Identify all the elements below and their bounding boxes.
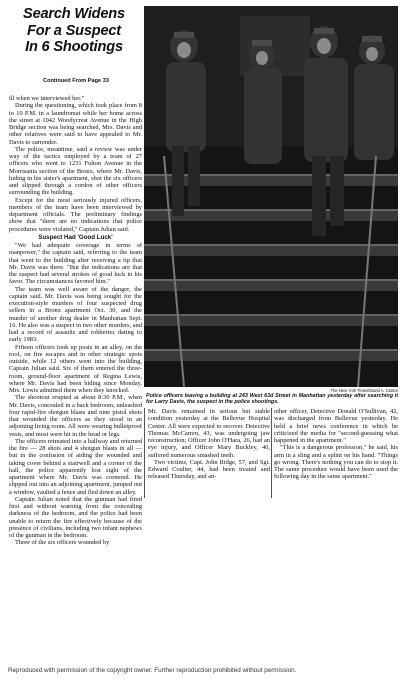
headline — [8, 6, 140, 56]
paragraph: other officer, Detective Donald O'Sullivan, 42, was discharged from Bellevue yesterday. He held a brief news conference in which he criticized the media for "second-guessing what happened in the apartment." — [274, 408, 398, 444]
continued-from-label: Continued From Page 33 — [43, 78, 109, 84]
headline-line-1: Search Widens — [23, 6, 125, 22]
paragraph: "This is a dangerous profession," he said, his arm in a sling and a splint on his hand. "Things go wrong. There's nothing you can do to stop it. The same procedure would have been used the following day in the same apartment." — [274, 444, 398, 481]
paragraph: The officers retreated into a hallway and returned the fire — 28 shots and 4 shotgun blasts in all — but in the confusion of aiding the wounded and taking cover behind a stairwell and a corner of the hall, the police apparently lost sight of the apartment where Mr. Davis was cornered. He slipped out into an adjoining apartment, jumped out a window, vaulted a fence and fled down an alley. — [9, 437, 142, 496]
article-column-2 — [148, 408, 270, 481]
paragraph: During the questioning, which took place from 8 to 10 P.M. in a laundromat while her home across the street at 1042 Woodycrest Avenue in the High Bridge section was being searched, Mrs. Davis and other relatives were said to have appealed to Mr. Davis to surrender. — [9, 102, 142, 146]
subheading: Suspect Had 'Good Luck' — [38, 233, 113, 241]
article-column-3 — [274, 408, 398, 481]
headline-line-3: In 6 Shootings — [25, 39, 123, 55]
paragraph: The team was well aware of the danger, the captain said. Mr. Davis was being sought for the execution-style murders of four suspected drug sellers in a Bronx apartment Oct. 30, and the murder of another drug dealer in Manhattan Sept. 16. He also was a suspect in two other murders, and had a record of assaults and robberies dating to early 1983. — [9, 285, 142, 344]
column-divider — [144, 408, 145, 498]
paragraph: ill when we interviewed her." — [9, 95, 85, 102]
column-divider — [271, 408, 272, 498]
paragraph: Mr. Davis remained in serious but stable condition yesterday at the Bellevue Hospital Center. All were expected to recover. Detective Thomas McCarren, 43, was undergoing jaw reconstruction; Officer John O'Hara, 26, had an eye injury, and Officer Mary Buckley, 40, suffered numerous smashed teeth. — [148, 408, 270, 459]
paragraph: Except for the most seriously injured officers, members of the team have been interviewed by department officials. The preliminary findings show that "there are no indications that police procedures were violated," Captain Julian said. — [9, 196, 142, 233]
photo-credit: The New York Times/David A. Cantor — [330, 388, 398, 393]
headline-line-2: For a Suspect — [27, 22, 121, 39]
photo-officers-leaving-building — [144, 6, 398, 387]
copyright-footer: Reproduced with permission of the copyright owner. Further reproduction prohibited without permission. — [8, 667, 297, 674]
paragraph: Captain Julian noted that the gunman had fired first and without warning from the concealing darkness of the bedroom, and the police had been unable to return the fire effectively because of the presence of civilians, including two infant nephews of the gunman in the bedroom. — [9, 495, 142, 539]
paragraph: The police, meantime, said a review was under way of the tactics employed by a team of 27 officers who went to 1231 Fulton Avenue in the Morrisania section of the Bronx, where Mr. Davis, hiding in his sister's apartment, shot the six officers and slipped through a cordon of other officers surrounding the building. — [9, 145, 142, 197]
paragraph: The shootout erupted at about 8:30 P.M., when Mr. Davis, concealed in a back bedroom, unleashed four rapid-fire shotgun blasts and nine pistol shots that wounded the officers as they stood in an adjoining living room. All were wearing bulletproof vests, and most were hit in the head or legs. — [9, 394, 142, 438]
paragraph: Three of the six officers wounded by — [15, 539, 110, 547]
paragraph: "We had adequate coverage in terms of manpower," the captain said, referring to the team that went to the building after receiving a tip that Mr. Davis was there. "But the indications are that the suspect had several strokes of good luck in his favor. The circumstances favored him." — [9, 242, 142, 286]
paragraph: Two victims, Capt. John Ridge, 57, and Sgt. Edward Coulter, 44, had been treated and released Thursday, and an- — [148, 458, 270, 481]
news-photo — [144, 6, 398, 387]
photo-caption: Police officers leaving a building at 243 West 63d Street in Manhattan yesterday after searching it for Larry Davis, the suspect in the police shootings. — [146, 393, 398, 406]
article-column-1 — [9, 95, 142, 547]
paragraph: Fifteen officers took up posts in an alley, on the roof, on fire escapes and in other strategic spots outside, while 12 others went into the building, Captain Julian said. Six of them entered the three-room, ground-floor apartment of Regina Lewis, where Mr. Davis had been hiding since Monday. Mrs. Lewis admitted them when they knocked. — [9, 343, 142, 394]
